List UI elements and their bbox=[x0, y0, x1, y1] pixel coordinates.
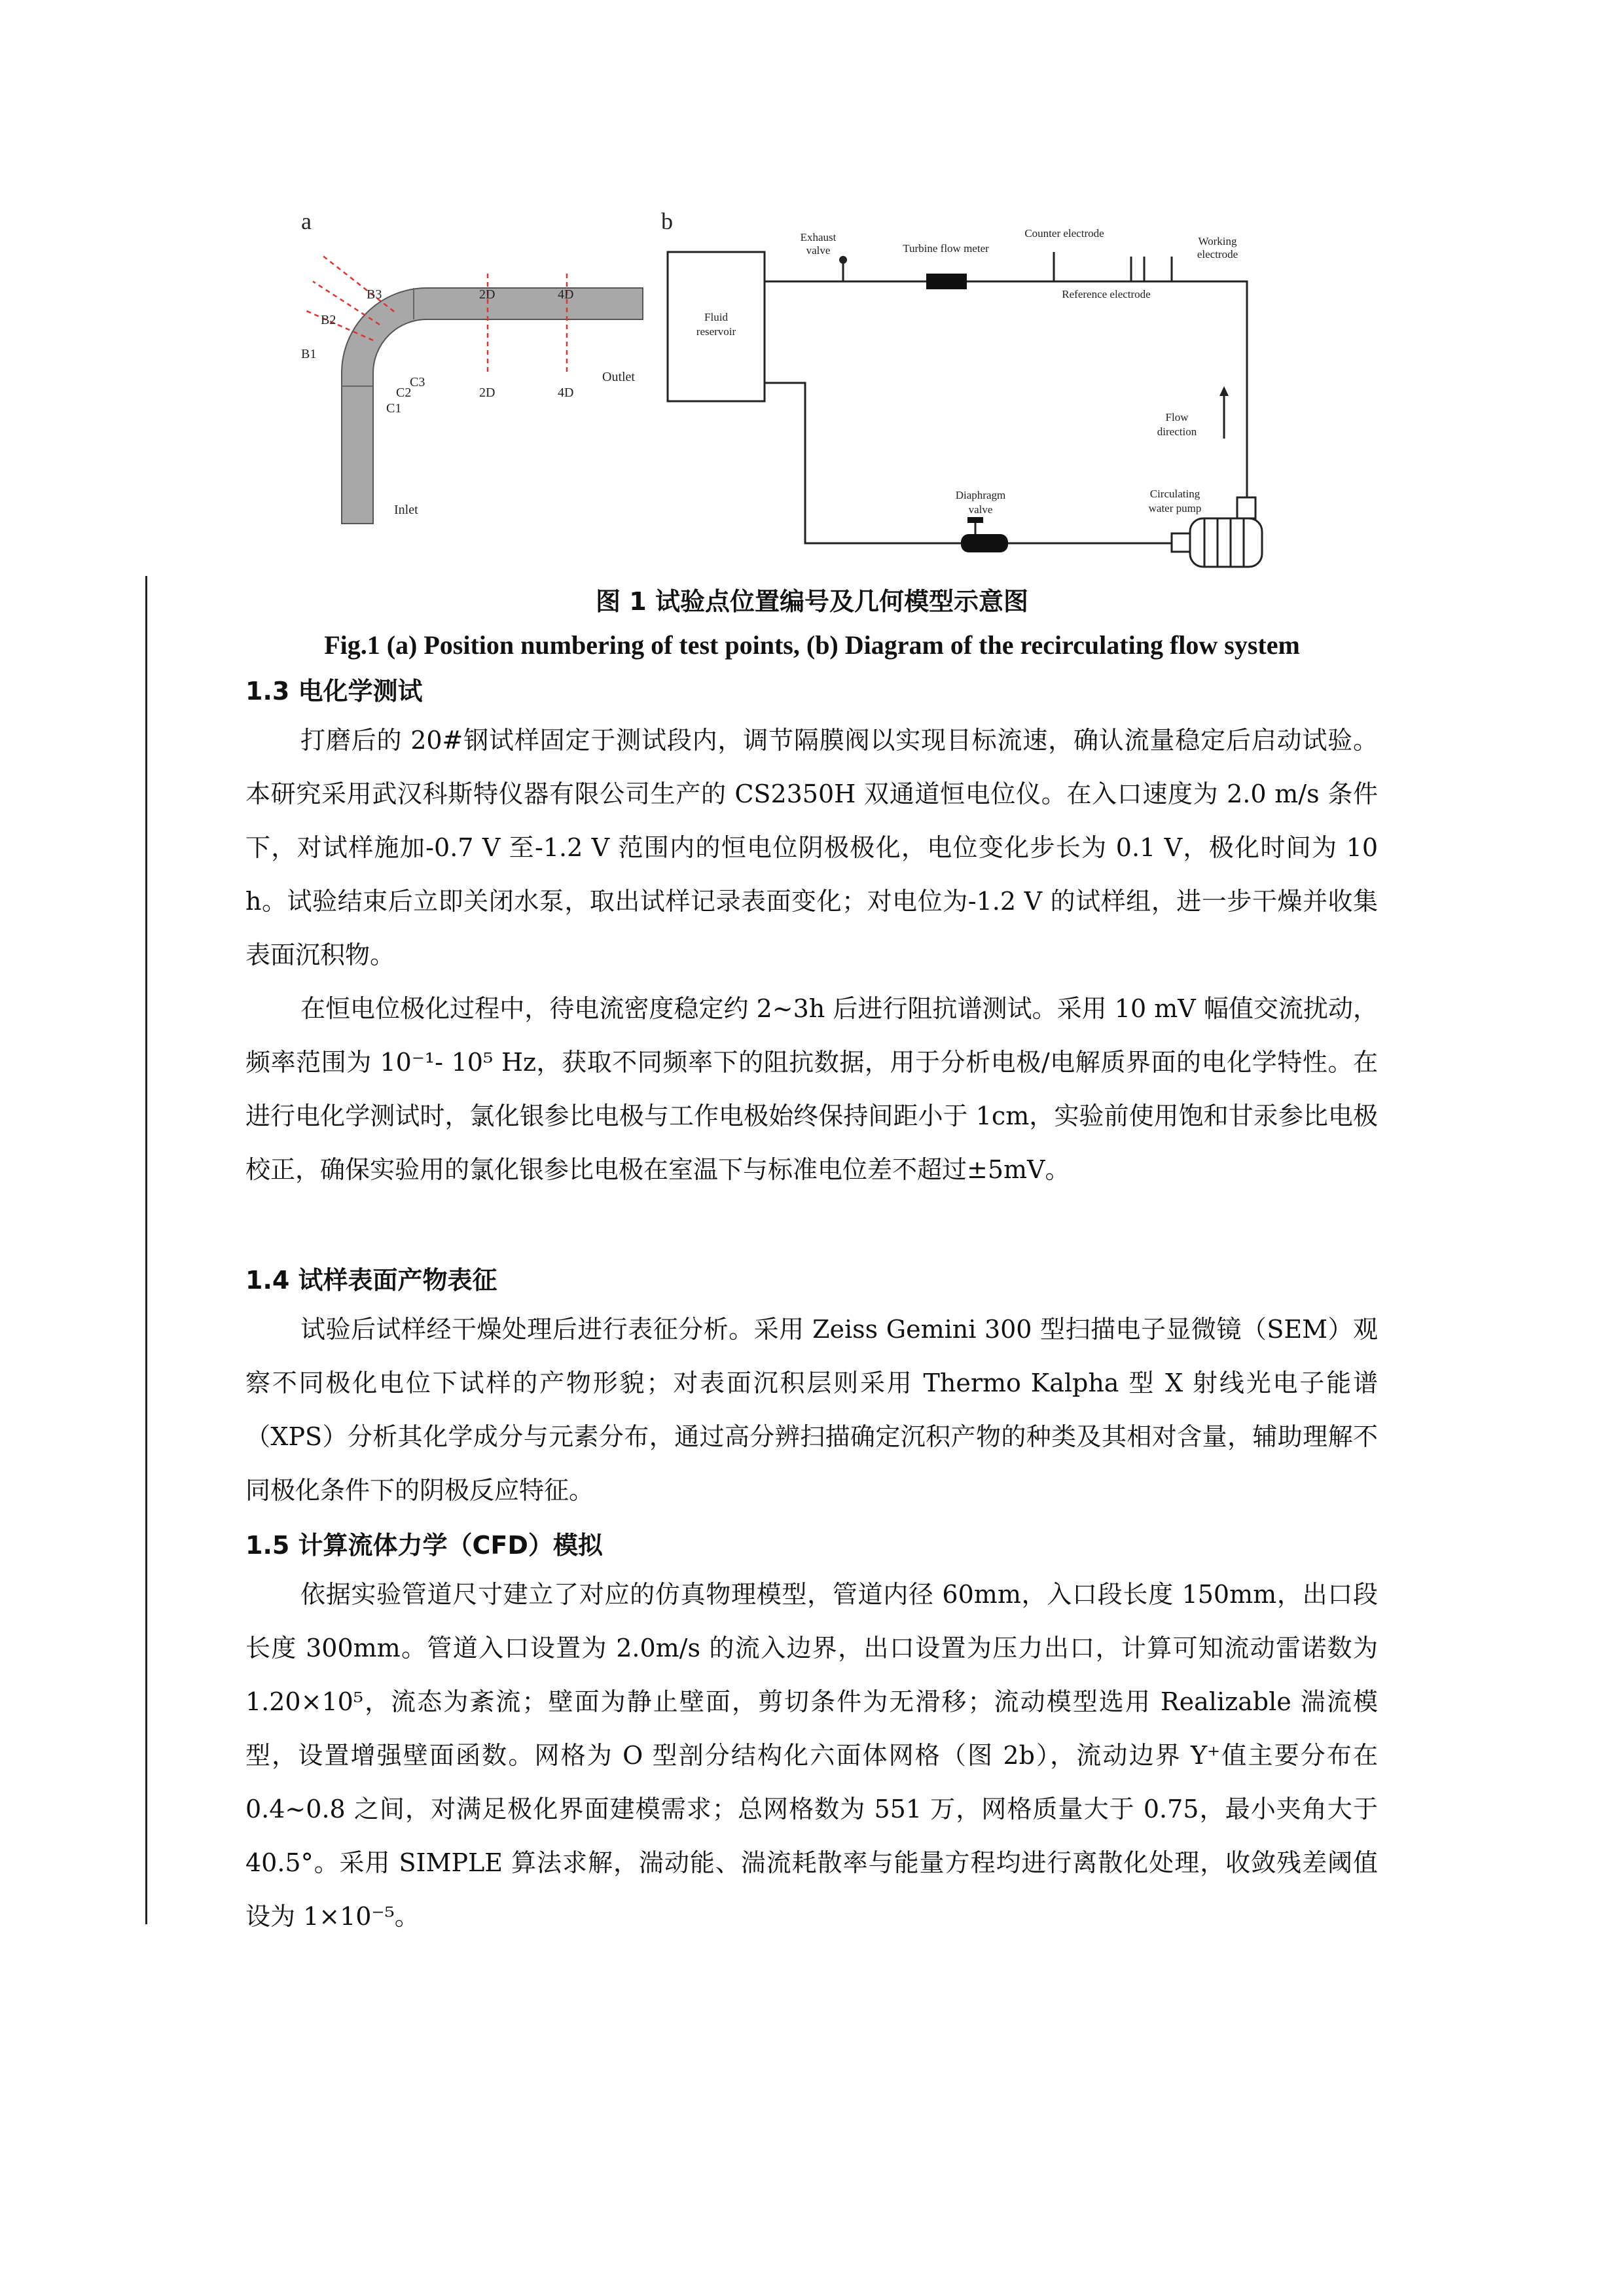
label-counter-electrode: Counter electrode bbox=[1024, 227, 1104, 240]
label-c1: C1 bbox=[386, 401, 402, 416]
label-water-pump: water pump bbox=[1148, 502, 1202, 514]
label-turbine-flow-meter: Turbine flow meter bbox=[903, 242, 989, 255]
label-working: Working bbox=[1198, 235, 1237, 247]
label-c3: C3 bbox=[410, 375, 425, 389]
flow-arrow-head-icon bbox=[1219, 386, 1229, 396]
paragraph-1-3-b: 在恒电位极化过程中，待电流密度稳定约 2~3h 后进行阻抗谱测试。采用 10 mV 幅值交流扰动，频率范围为 10⁻¹- 10⁵ Hz，获取不同频率下的阻抗数据，用于分析电极/电解质界面的电化学特性。在进行电化学测试时，氯化银参比电极与工作电极始终保持间距小于 1cm，实验前使用饱和甘汞参比电极校正，确保实验用的氯化银参比电极在室温下与标准电位差不超过±5mV。 bbox=[245, 994, 1378, 1184]
figure-caption-cn: 图 1 试验点位置编号及几何模型示意图 bbox=[596, 587, 1028, 616]
panel-a-label: a bbox=[301, 208, 312, 234]
label-fluid: Fluid bbox=[704, 311, 728, 323]
section-heading-1-4: 1.4 试样表面产物表征 bbox=[245, 1266, 497, 1295]
label-flow-direction: direction bbox=[1157, 425, 1197, 438]
label-4d-top: 4D bbox=[558, 287, 574, 302]
label-inlet: Inlet bbox=[394, 503, 418, 517]
label-4d-bottom: 4D bbox=[558, 386, 574, 400]
label-outlet: Outlet bbox=[602, 370, 635, 384]
figure-svg bbox=[281, 196, 1290, 576]
label-working-electrode: electrode bbox=[1197, 248, 1238, 260]
paragraph-1-3-a: 打磨后的 20#钢试样固定于测试段内，调节隔膜阀以实现目标流速，确认流量稳定后启动试验。本研究采用武汉科斯特仪器有限公司生产的 CS2350H 双通道恒电位仪。在入口速度为 2.0 m/s 条件下，对试样施加-0.7 V 至-1.2 V 范围内的恒电位阴极极化，电位变化步长为 0.1 V，极化时间为 10 h。试验结束后立即关闭水泵，取出试样记录表面变化；对电位为-1.2 V 的试样组，进一步干燥并收集表面沉积物。 bbox=[245, 726, 1378, 969]
exhaust-valve-icon bbox=[839, 256, 847, 264]
section-heading-1-3: 1.3 电化学测试 bbox=[245, 677, 423, 706]
top-pipe bbox=[765, 281, 1247, 503]
paragraph-1-4: 试验后试样经干燥处理后进行表征分析。采用 Zeiss Gemini 300 型扫描电子显微镜（SEM）观察不同极化电位下试样的产物形貌；对表面沉积层则采用 Thermo Kalpha 型 X 射线光电子能谱（XPS）分析其化学成分与元素分布，通过高分辨扫描确定沉积产物的种类及其相对含量，辅助理解不同极化条件下的阴极反应特征。 bbox=[245, 1315, 1378, 1505]
section-heading-1-5: 1.5 计算流体力学（CFD）模拟 bbox=[245, 1531, 603, 1560]
panel-b-labels bbox=[696, 227, 1238, 516]
diaphragm-valve-icon bbox=[961, 534, 1008, 552]
figure-caption-en: Fig.1 (a) Position numbering of test points, (b) Diagram of the recirculating flow system bbox=[324, 630, 1300, 660]
label-b3: B3 bbox=[367, 287, 382, 302]
label-reference-electrode: Reference electrode bbox=[1062, 288, 1151, 300]
label-exhaust: Exhaust bbox=[800, 231, 837, 243]
label-reservoir: reservoir bbox=[696, 325, 736, 338]
label-exhaust-valve: valve bbox=[806, 244, 831, 257]
label-2d-top: 2D bbox=[479, 287, 496, 302]
label-diaphragm-valve: valve bbox=[968, 503, 993, 516]
figure-1 bbox=[281, 196, 1290, 576]
turbine-flow-meter-icon bbox=[926, 274, 967, 289]
label-c2: C2 bbox=[396, 386, 412, 400]
label-b2: B2 bbox=[321, 313, 336, 327]
label-flow: Flow bbox=[1165, 411, 1189, 423]
label-b1: B1 bbox=[301, 347, 317, 361]
panel-b-label: b bbox=[661, 208, 673, 234]
diaphragm-valve-handle-icon bbox=[967, 517, 983, 523]
label-2d-bottom: 2D bbox=[479, 386, 496, 400]
label-circulating: Circulating bbox=[1149, 488, 1200, 500]
label-diaphragm: Diaphragm bbox=[955, 489, 1006, 501]
margin-line bbox=[145, 576, 147, 1924]
paragraph-1-5: 依据实验管道尺寸建立了对应的仿真物理模型，管道内径 60mm，入口段长度 150mm，出口段长度 300mm。管道入口设置为 2.0m/s 的流入边界，出口设置为压力出口，计算可知流动雷诺数为 1.20×10⁵，流态为紊流；壁面为静止壁面，剪切条件为无滑移；流动模型选用 Realizable 湍流模型，设置增强壁面函数。网格为 O 型剖分结构化六面体网格（图 2b），流动边界 Y⁺值主要分布在 0.4~0.8 之间，对满足极化界面建模需求；总网格数为 551 万，网格质量大于 0.75，最小夹角大于 40.5°。采用 SIMPLE 算法求解，湍动能、湍流耗散率与能量方程均进行离散化处理，收敛残差阈值设为 1×10⁻⁵。 bbox=[245, 1580, 1378, 1931]
